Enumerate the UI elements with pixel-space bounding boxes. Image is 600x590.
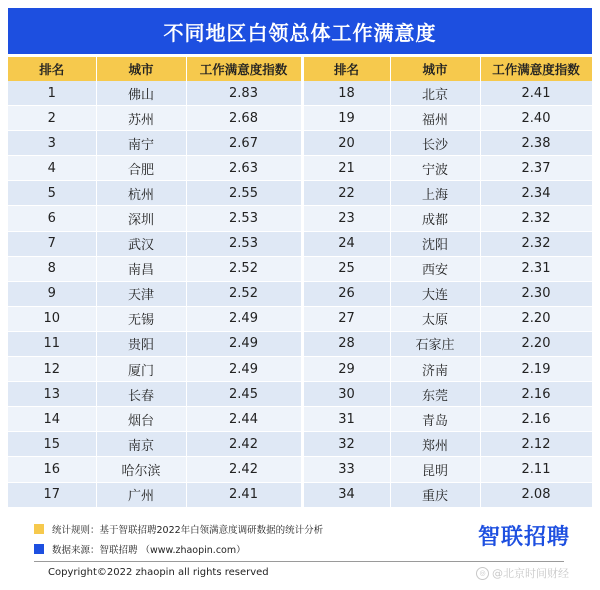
- cell-index: 2.32: [480, 206, 592, 231]
- cell-index: 2.31: [480, 256, 592, 281]
- cell-rank: 31: [302, 407, 390, 432]
- cell-city: 重庆: [390, 482, 480, 507]
- cell-index: 2.53: [186, 206, 302, 231]
- cell-city: 哈尔滨: [96, 457, 186, 482]
- cell-index: 2.83: [186, 81, 302, 106]
- cell-index: 2.52: [186, 256, 302, 281]
- zhaopin-logo: 智联招聘: [478, 525, 571, 550]
- cell-index: 2.19: [480, 357, 592, 382]
- cell-rank: 3: [8, 131, 96, 156]
- cell-index: 2.11: [480, 457, 592, 482]
- cell-rank: 29: [302, 357, 390, 382]
- cell-rank: 25: [302, 256, 390, 281]
- cell-rank: 26: [302, 281, 390, 306]
- cell-rank: 4: [8, 156, 96, 181]
- cell-city: 深圳: [96, 206, 186, 231]
- table-row: [8, 81, 592, 106]
- cell-rank: 6: [8, 206, 96, 231]
- cell-rank: 10: [8, 306, 96, 331]
- cell-rank: 24: [302, 231, 390, 256]
- cell-rank: 34: [302, 482, 390, 507]
- yellow-square-icon: [34, 524, 44, 534]
- cell-city: 青岛: [390, 407, 480, 432]
- cell-index: 2.41: [480, 81, 592, 106]
- cell-rank: 22: [302, 181, 390, 206]
- cell-city: 广州: [96, 482, 186, 507]
- cell-index: 2.16: [480, 382, 592, 407]
- table-row: [8, 206, 592, 231]
- column-header-city: 城市: [390, 57, 480, 81]
- cell-index: 2.44: [186, 407, 302, 432]
- cell-rank: 12: [8, 357, 96, 382]
- note-method-text: 统计规则：基于智联招聘2022年白领满意度调研数据的统计分析: [52, 525, 324, 536]
- note-method: [34, 519, 323, 539]
- cell-index: 2.52: [186, 281, 302, 306]
- cell-index: 2.42: [186, 457, 302, 482]
- cell-index: 2.49: [186, 357, 302, 382]
- cell-rank: 17: [8, 482, 96, 507]
- cell-rank: 7: [8, 231, 96, 256]
- column-header-city: 城市: [96, 57, 186, 81]
- footer-divider: [34, 561, 564, 562]
- table-row: [8, 156, 592, 181]
- cell-rank: 30: [302, 382, 390, 407]
- table-row: [8, 131, 592, 156]
- cell-rank: 14: [8, 407, 96, 432]
- cell-rank: 13: [8, 382, 96, 407]
- table-row: [8, 331, 592, 356]
- cell-rank: 20: [302, 131, 390, 156]
- cell-rank: 32: [302, 432, 390, 457]
- cell-index: 2.16: [480, 407, 592, 432]
- table-row: [8, 482, 592, 507]
- cell-rank: 2: [8, 106, 96, 131]
- cell-city: 厦门: [96, 357, 186, 382]
- cell-rank: 33: [302, 457, 390, 482]
- cell-city: 石家庄: [390, 331, 480, 356]
- cell-city: 北京: [390, 81, 480, 106]
- cell-rank: 28: [302, 331, 390, 356]
- ranking-table: [8, 57, 593, 508]
- cell-index: 2.68: [186, 106, 302, 131]
- cell-rank: 5: [8, 181, 96, 206]
- cell-city: 大连: [390, 281, 480, 306]
- cell-index: 2.37: [480, 156, 592, 181]
- cell-index: 2.32: [480, 231, 592, 256]
- table-row: [8, 181, 592, 206]
- cell-city: 贵阳: [96, 331, 186, 356]
- table-row: [8, 256, 592, 281]
- cell-city: 成都: [390, 206, 480, 231]
- cell-index: 2.41: [186, 482, 302, 507]
- cell-city: 烟台: [96, 407, 186, 432]
- cell-city: 武汉: [96, 231, 186, 256]
- table-row: [8, 306, 592, 331]
- watermark-text: @北京时间财经: [492, 567, 569, 580]
- table-body: [8, 81, 592, 507]
- cell-city: 杭州: [96, 181, 186, 206]
- cell-index: 2.20: [480, 331, 592, 356]
- cell-city: 西安: [390, 256, 480, 281]
- cell-city: 南宁: [96, 131, 186, 156]
- note-source-text: 数据来源：智联招聘 （www.zhaopin.com）: [52, 545, 246, 556]
- cell-index: 2.12: [480, 432, 592, 457]
- table-row: [8, 281, 592, 306]
- column-header-index: 工作满意度指数: [186, 57, 302, 81]
- table-row: [8, 457, 592, 482]
- cell-city: 上海: [390, 181, 480, 206]
- cell-city: 南京: [96, 432, 186, 457]
- cell-city: 天津: [96, 281, 186, 306]
- note-source: [34, 539, 323, 559]
- cell-rank: 16: [8, 457, 96, 482]
- cell-city: 福州: [390, 106, 480, 131]
- cell-city: 无锡: [96, 306, 186, 331]
- cell-rank: 18: [302, 81, 390, 106]
- copyright-text: Copyright©2022 zhaopin all rights reserved: [48, 567, 269, 578]
- watermark: [476, 565, 569, 581]
- cell-city: 宁波: [390, 156, 480, 181]
- cell-index: 2.53: [186, 231, 302, 256]
- cell-rank: 11: [8, 331, 96, 356]
- cell-rank: 15: [8, 432, 96, 457]
- column-header-rank: 排名: [8, 57, 96, 81]
- table-row: [8, 407, 592, 432]
- cell-city: 南昌: [96, 256, 186, 281]
- cell-index: 2.20: [480, 306, 592, 331]
- cell-index: 2.55: [186, 181, 302, 206]
- cell-city: 沈阳: [390, 231, 480, 256]
- cell-index: 2.40: [480, 106, 592, 131]
- table-row: [8, 382, 592, 407]
- cell-city: 郑州: [390, 432, 480, 457]
- watermark-logo-icon: ◎: [476, 567, 489, 580]
- footnotes: [34, 519, 323, 559]
- blue-square-icon: [34, 544, 44, 554]
- cell-rank: 9: [8, 281, 96, 306]
- cell-index: 2.08: [480, 482, 592, 507]
- cell-rank: 27: [302, 306, 390, 331]
- cell-index: 2.49: [186, 331, 302, 356]
- cell-city: 长沙: [390, 131, 480, 156]
- cell-index: 2.34: [480, 181, 592, 206]
- cell-rank: 19: [302, 106, 390, 131]
- cell-rank: 1: [8, 81, 96, 106]
- cell-city: 昆明: [390, 457, 480, 482]
- cell-index: 2.49: [186, 306, 302, 331]
- column-header-index: 工作满意度指数: [480, 57, 592, 81]
- cell-rank: 21: [302, 156, 390, 181]
- cell-index: 2.30: [480, 281, 592, 306]
- cell-rank: 23: [302, 206, 390, 231]
- table-row: [8, 432, 592, 457]
- page-title: 不同地区白领总体工作满意度: [8, 8, 592, 54]
- table-row: [8, 357, 592, 382]
- table-row: [8, 231, 592, 256]
- cell-city: 太原: [390, 306, 480, 331]
- cell-city: 合肥: [96, 156, 186, 181]
- cell-index: 2.67: [186, 131, 302, 156]
- cell-city: 苏州: [96, 106, 186, 131]
- cell-rank: 8: [8, 256, 96, 281]
- cell-city: 东莞: [390, 382, 480, 407]
- cell-city: 济南: [390, 357, 480, 382]
- table-row: [8, 106, 592, 131]
- column-header-rank: 排名: [302, 57, 390, 81]
- cell-index: 2.42: [186, 432, 302, 457]
- cell-index: 2.45: [186, 382, 302, 407]
- cell-index: 2.63: [186, 156, 302, 181]
- cell-city: 长春: [96, 382, 186, 407]
- cell-index: 2.38: [480, 131, 592, 156]
- table-header-row: [8, 57, 592, 81]
- cell-city: 佛山: [96, 81, 186, 106]
